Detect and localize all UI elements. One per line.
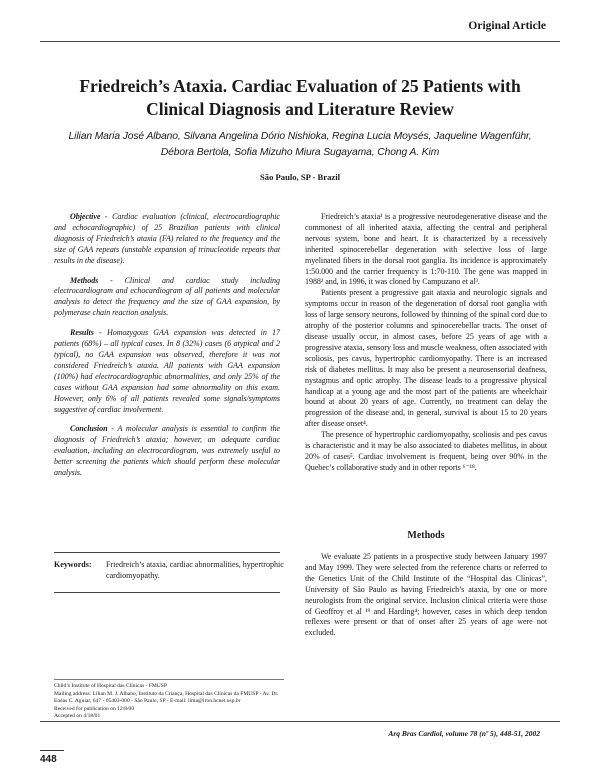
results-label: Results - <box>70 328 102 338</box>
objective-text: Cardiac evaluation (clinical, electrocardiographic and echocardiographic) of 25 Brazilian patients with clinical diagnosis of Friedreich’s ataxia (FA) related to the frequency and the size of GAA repeats (unstable expansion of trinucleotide repeats that results in the disease). <box>54 212 280 265</box>
abstract-conclusion <box>54 424 280 479</box>
footer-rule <box>40 721 560 722</box>
footnote-accepted: Accepted on 4/18/01 <box>54 713 101 719</box>
abstract <box>54 212 280 488</box>
results-text: Homozygous GAA expansion was detected in 17 patients (68%) – all typical cases. In 8 (32%) cases (6 atypical and 2 typical), no GAA expansion was observed, therefore it was not considered Friedreich’s ataxia. All patients with GAA expansion (100%) had electrocardiographic abnormalities, and only 25% of the cases without GAA expansion had some abnormality on this exam. However, only 6% of all patients revealed some signals/symptoms suggestive of cardiac involvement. <box>54 328 281 414</box>
footnote-rule <box>54 679 284 680</box>
keywords <box>54 559 284 581</box>
methods-heading: Methods <box>407 530 445 541</box>
objective-label: Objective - <box>70 212 108 221</box>
author-list <box>46 129 554 161</box>
conclusion-label: Conclusion - <box>70 424 114 434</box>
body-paragraph-1: Friedreich’s ataxia¹ is a progressive neurodegenerative disease and the commonest of all inherited ataxia, affecting the central and peripheral nervous system, bone and heart. It is characterized by a recessively inherited spinocerebellar degeneration with selective loss of large myelinated fibers in the dorsal root ganglia. Its incidence is approximately 1:50.000 and the carrier frequency is 1:70-110. The gene was mapped in 1988² and, in 1996, it was cloned by Campuzano et al³. <box>305 212 547 287</box>
article-title <box>40 75 560 121</box>
abstract-objective <box>54 212 280 267</box>
footnote <box>54 683 286 721</box>
keywords-label: Keywords: <box>54 560 92 569</box>
body-paragraph-3: The presence of hypertrophic cardiomyopathy, scoliosis and pes cavus is characteristic and it may be also associated to diabetes mellitus, in about 20% of cases⁵. Cardiac involvement is frequent, being over 90% in the Quebec’s collaborative study and in other reports ⁶⁻¹⁸. <box>305 430 547 472</box>
methods-text: Clinical and cardiac study including electrocardiogram and echocardiogram of all patients and molecular analysis to detect the frequency and the size of GAA expansion, by polymerase chain reaction analysis. <box>54 275 281 318</box>
abstract-results <box>54 328 280 415</box>
abstract-methods <box>54 276 280 320</box>
methods-section <box>305 552 547 639</box>
keywords-rule-top <box>54 552 280 553</box>
page-number-bar <box>40 750 64 751</box>
conclusion-text: A molecular analysis is essential to confirm the diagnosis of Friedreich’s ataxia; however, an adequate cardiac evaluation, including an electrocardiogram, was extremely useful to better screening the patients which should perform these molecular analysis. <box>54 424 280 478</box>
affiliation-location: São Paulo, SP - Brazil <box>260 172 340 182</box>
section-label: Original Article <box>468 20 546 32</box>
footnote-affiliation: Child’s Institute of Hospital das Clínicas - FMUSP <box>54 683 167 689</box>
keywords-text: Friedreich’s ataxia, cardiac abnormalities, hypertrophic cardiomyopathy. <box>106 560 284 580</box>
keywords-rule-bottom <box>54 592 280 593</box>
page-number: 448 <box>40 754 57 765</box>
authors-line-2: Débora Bertola, Sofia Mizuho Miura Sugayama, Chong A. Kim <box>160 147 440 158</box>
authors-line-1: Lilian Maria José Albano, Silvana Angelina Dório Nishioka, Regina Lucia Moysés, Jaqueline Wagenführ, <box>68 131 532 142</box>
introduction <box>305 212 547 474</box>
journal-citation: Arq Bras Cardiol, volume 78 (nº 5), 448-51, 2002 <box>388 729 540 738</box>
body-paragraph-2: Patients present a progressive gait ataxia and neurologic signals and symptoms occur in reason of the degeneration of dorsal root ganglia with loss of large sensory neurons, followed by thinning of the spinal cord due to atrophy of the posterior columns and spinocerebellar tracts. The onset of disease usually occur, in almost cases, before 25 years of age with a progressive ataxia, sensory loss and muscle weakness, often associated with scoliosis, pes cavus, hypertrophic cardiomyopathy. There is an increased risk of diabetes mellitus. It may also be present a neurosensorial deafness, nystagmus and optic atrophy. The disease leads to a progressive physical handicap at a young age and the most part of the patients are wheelchair bound at about 20 years of age. Currently, no treatment can delay the progression of the disease and, in general, survival is about 15 to 20 years after disease onset⁴. <box>305 288 547 429</box>
body-paragraph-4: We evaluate 25 patients in a prospective study between January 1997 and May 1999. They were selected from the reference charts or referred to the Genetics Unit of the Child Institute of the “Hospital das Clínicas”, University of São Paulo as having Friedreich’s ataxia, by one or more neurologists from the original service. Inclusion clinical criteria were those of Geoffroy et al ¹⁹ and Harding⁴; however, cases in which deep tendon reflexes were present or that of onset after 25 years of age were not excluded. <box>305 552 547 638</box>
header-rule <box>40 41 560 42</box>
methods-label: Methods - <box>70 275 113 285</box>
title-line-2: Clinical Diagnosis and Literature Review <box>146 99 454 119</box>
footnote-received: Received for publication on 12/8/00 <box>54 705 135 712</box>
title-line-1: Friedreich’s Ataxia. Cardiac Evaluation of 25 Patients with <box>79 76 521 96</box>
footnote-mailing-address: Mailing address: Lilian M. J. Albano, Instituto da Criança, Hospital das Clínicas da FMUSP - Av. Dr. Enéas C. Aguiar, 647 - 05403-000 - São Paulo, SP - E-mail: lima@iron.hcnet.usp.br <box>54 690 279 704</box>
